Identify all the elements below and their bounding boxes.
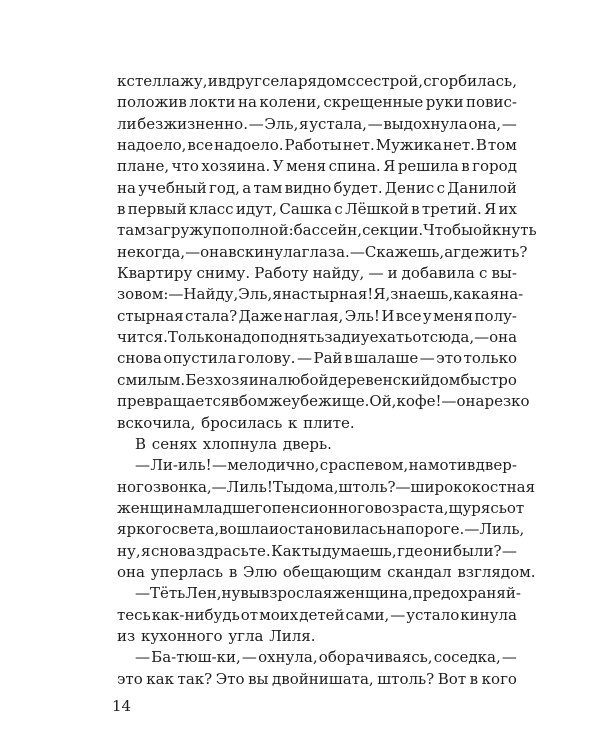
text-line — [117, 71, 517, 92]
word: это — [436, 349, 463, 368]
word: возраста, — [373, 498, 449, 517]
word: чится. — [117, 328, 168, 347]
word: класс — [188, 200, 234, 219]
word: сами, — [345, 605, 390, 624]
text-line — [117, 263, 517, 284]
word: Работы — [284, 136, 342, 155]
word: дома, — [294, 477, 339, 496]
text-line: вскочила, бросилась к плите. — [117, 413, 355, 432]
word: на — [408, 456, 428, 475]
word: в — [469, 669, 479, 688]
word: — — [464, 520, 480, 539]
word: ну — [221, 584, 241, 603]
word: Сашка — [279, 200, 333, 219]
word: Лёшкой — [345, 200, 409, 219]
word: Лен, — [185, 584, 222, 603]
word: Рай — [313, 349, 343, 368]
word: вскинула — [228, 242, 302, 261]
word: штоль? — [377, 669, 435, 688]
word: — — [474, 328, 490, 347]
word: меня — [433, 306, 474, 325]
word: — — [390, 605, 406, 624]
word: только — [463, 349, 517, 368]
word: колени, — [259, 93, 321, 112]
word: что — [171, 157, 199, 176]
word: — — [367, 114, 383, 133]
word: в — [461, 157, 470, 176]
word: — — [296, 349, 312, 368]
text-line — [117, 178, 517, 199]
word: как — [146, 669, 174, 688]
word: это — [117, 669, 143, 688]
word: — — [368, 264, 384, 283]
word: учебный — [138, 178, 207, 197]
word: идут, — [235, 200, 278, 219]
word: стеллажу, — [126, 72, 208, 90]
word: — — [135, 648, 150, 667]
word: повис- — [466, 93, 517, 112]
word: стала? — [185, 306, 238, 325]
word: кого — [481, 669, 517, 688]
word: от — [240, 605, 259, 624]
word: были? — [452, 541, 502, 560]
word: — — [441, 392, 457, 411]
word: — — [185, 242, 201, 261]
word: села — [262, 72, 298, 90]
word: с — [478, 264, 488, 283]
word: на — [117, 178, 136, 197]
word: Денис — [384, 178, 435, 197]
word: уехать — [360, 328, 413, 347]
word: превращается — [117, 392, 231, 411]
word: Ты — [272, 477, 295, 496]
word: Без — [185, 370, 214, 389]
word: все — [187, 136, 214, 155]
text-line — [117, 498, 525, 519]
text-line — [117, 156, 517, 177]
word: там — [253, 178, 283, 197]
word: по — [211, 221, 231, 240]
word: она — [200, 242, 229, 261]
word: Ой, — [369, 392, 397, 411]
text-line — [117, 306, 517, 327]
text-line: она уперлась в Элю обещающим скандал взглядом. — [117, 562, 536, 581]
word: — — [501, 541, 517, 560]
text-line — [117, 327, 517, 348]
word: шалаше — [354, 349, 419, 368]
word: двер- — [475, 456, 517, 475]
word: с — [334, 200, 343, 219]
word: И — [381, 306, 395, 325]
word: Чтобы — [423, 221, 474, 240]
word: в — [411, 200, 420, 219]
word: Лиль! — [226, 477, 273, 496]
word: вдруг — [217, 72, 262, 90]
word: думаешь, — [322, 541, 397, 560]
word: секции. — [362, 221, 424, 240]
word: стырная — [117, 306, 184, 325]
word: меня — [286, 157, 327, 176]
word: где — [453, 242, 480, 261]
text-line — [117, 199, 517, 220]
word: первый — [127, 200, 187, 219]
word: света, — [171, 520, 220, 539]
word: Данилой — [447, 178, 517, 197]
word: а — [444, 242, 454, 261]
word: полной: — [231, 221, 294, 240]
text-line — [117, 284, 524, 305]
word: полу- — [474, 306, 517, 325]
word: — — [135, 456, 150, 475]
word: яркого — [117, 520, 172, 539]
word: ойкнуть — [473, 221, 537, 240]
word: Это — [215, 669, 245, 688]
word: быстро — [460, 370, 517, 389]
text-line — [117, 391, 530, 412]
word: в — [230, 392, 239, 411]
word: остановилась — [279, 520, 387, 539]
word: вошла — [219, 520, 270, 539]
word: и — [269, 520, 280, 539]
word: мотив — [427, 456, 476, 475]
word: как-нибудь — [151, 605, 240, 624]
word: видно — [284, 178, 332, 197]
word: хозяина. — [201, 157, 271, 176]
word: кинула — [460, 605, 517, 624]
word: Ли-иль! — [150, 456, 212, 475]
word: устало — [406, 605, 460, 624]
word: Только — [167, 328, 223, 347]
word: Эль! — [344, 306, 380, 325]
word: Мужика — [375, 136, 443, 155]
word: здрасьте. — [196, 541, 271, 560]
word: — — [241, 648, 257, 667]
word: оборачиваясь, — [318, 648, 433, 667]
word: загружу — [145, 221, 212, 240]
word: охнула, — [258, 648, 318, 667]
word: штоль? — [338, 477, 396, 496]
word: скрещенные — [323, 93, 424, 112]
word: вы — [240, 584, 261, 603]
word: бомжеубежище. — [238, 392, 370, 411]
word: младшего — [192, 498, 272, 517]
word: безжизненно. — [137, 114, 248, 133]
word: — — [168, 285, 184, 304]
word: В — [475, 136, 487, 155]
word: на- — [499, 285, 524, 304]
word: надо — [223, 328, 261, 347]
word: детей — [299, 605, 345, 624]
word: тесь — [117, 605, 151, 624]
word: к — [117, 72, 127, 90]
word: хозяина — [213, 370, 278, 389]
word: вы- — [491, 264, 517, 283]
word: на — [237, 93, 257, 112]
word: будет. — [333, 178, 383, 197]
text-line: из кухонного угла Лиля. — [117, 626, 316, 645]
text-line — [117, 135, 517, 156]
word: двойнишата, — [272, 669, 374, 688]
text-line — [117, 477, 536, 498]
text-line — [117, 348, 517, 369]
word: Лиль, — [479, 520, 525, 539]
word: локти — [189, 93, 236, 112]
word: Я — [484, 200, 497, 219]
word: Эль, — [264, 114, 299, 133]
word: — — [248, 114, 264, 133]
word: сгорбилась, — [423, 72, 517, 90]
word: мелодично, — [227, 456, 320, 475]
word: том — [487, 136, 517, 155]
word: ли — [117, 114, 137, 133]
word: вы — [248, 669, 269, 688]
word: Эль, — [238, 285, 273, 304]
word: Тёть — [150, 584, 186, 603]
text-line — [117, 605, 517, 626]
text-line — [117, 647, 517, 668]
word: знаешь, — [390, 285, 454, 304]
word: предохраняй- — [412, 584, 521, 603]
word: руки — [425, 93, 464, 112]
word: город — [472, 157, 517, 176]
word: взрослая — [260, 584, 333, 603]
word: она — [489, 328, 518, 347]
word: зад — [324, 328, 351, 347]
word: милым. — [125, 370, 186, 389]
word: Ба-тюш-ки, — [151, 648, 241, 667]
word: некогда, — [117, 242, 186, 261]
word: глаза. — [301, 242, 350, 261]
word: ширококостная — [410, 477, 536, 496]
word: от — [506, 498, 525, 517]
word: снова — [150, 541, 196, 560]
word: она, — [468, 114, 502, 133]
word: ну, — [117, 541, 141, 560]
word: третий. — [421, 200, 482, 219]
page-number: 14 — [112, 697, 132, 715]
word: я — [272, 285, 282, 304]
word: — — [501, 114, 517, 133]
word: там — [117, 221, 146, 240]
word: спина. — [328, 157, 381, 176]
text-line — [117, 242, 528, 263]
word: с — [319, 456, 329, 475]
word: она — [456, 392, 485, 411]
word: и — [207, 72, 218, 90]
word: Скажешь, — [364, 242, 445, 261]
text-line — [117, 455, 517, 476]
word: Даже — [238, 306, 283, 325]
word: Квартиру — [117, 264, 193, 283]
word: на — [386, 520, 406, 539]
word: их — [498, 200, 517, 219]
text-line: В сенях хлопнула дверь. — [135, 434, 332, 453]
word: Как — [271, 541, 302, 560]
word: наглая, — [283, 306, 344, 325]
word: любой — [277, 370, 329, 389]
word: в — [117, 200, 126, 219]
word: и — [350, 328, 361, 347]
word: у — [422, 306, 432, 325]
word: — — [349, 242, 365, 261]
word: добавила — [401, 264, 475, 283]
word: ного — [117, 477, 153, 496]
text-line — [117, 583, 521, 604]
word: выдохнула — [383, 114, 468, 133]
word: все — [395, 306, 422, 325]
word: надоело. — [214, 136, 284, 155]
word: я — [299, 114, 309, 133]
word: они — [423, 541, 453, 560]
word: решила — [397, 157, 459, 176]
word: снова — [117, 349, 162, 368]
word: — — [212, 456, 227, 475]
word: дом — [430, 370, 461, 389]
word: с — [347, 72, 356, 90]
word: с — [436, 178, 445, 197]
word: соседка, — [433, 648, 501, 667]
text-line — [117, 519, 525, 540]
text-line — [117, 370, 517, 391]
word: так? — [177, 669, 213, 688]
word: жить? — [479, 242, 528, 261]
word: женщина — [117, 498, 193, 517]
word: Я, — [373, 285, 391, 304]
word: настырная! — [281, 285, 374, 304]
word: нет. — [342, 136, 375, 155]
word: резко — [484, 392, 530, 411]
word: сниму. — [196, 264, 251, 283]
word: и — [387, 264, 398, 283]
word: найду, — [312, 264, 365, 283]
text-line — [117, 220, 537, 241]
word: Вот — [437, 669, 467, 688]
word: Работу — [254, 264, 309, 283]
word: поднять — [260, 328, 325, 347]
text-line — [117, 92, 517, 113]
word: в — [344, 349, 353, 368]
word: бассейн, — [293, 221, 363, 240]
word: положив — [117, 93, 187, 112]
word: щурясь — [448, 498, 507, 517]
word: голову. — [237, 349, 296, 368]
word: отсюда, — [412, 328, 475, 347]
word: — — [419, 349, 435, 368]
word: кофе! — [396, 392, 442, 411]
word: пенсионного — [271, 498, 374, 517]
word: надоело, — [117, 136, 187, 155]
word: — — [395, 477, 411, 496]
word: Я — [383, 157, 396, 176]
word: женщина, — [332, 584, 413, 603]
word: моих — [259, 605, 299, 624]
word: распевом, — [328, 456, 409, 475]
word: — — [135, 584, 150, 603]
word: У — [272, 157, 284, 176]
word: с — [117, 370, 126, 389]
word: деревенский — [328, 370, 431, 389]
word: рядом — [297, 72, 347, 90]
word: зовом: — [117, 285, 169, 304]
word: звонка, — [152, 477, 212, 496]
word: год, — [209, 178, 240, 197]
word: опустила — [163, 349, 237, 368]
word: — — [211, 477, 227, 496]
word: плане, — [117, 157, 170, 176]
word: сестрой, — [355, 72, 424, 90]
word: пороге. — [405, 520, 465, 539]
text-line — [117, 114, 517, 135]
text-line — [117, 669, 517, 690]
word: нет. — [443, 136, 475, 155]
word: где — [397, 541, 424, 560]
word: я — [141, 541, 151, 560]
body-text — [117, 71, 537, 690]
text-line — [117, 541, 517, 562]
word: а — [242, 178, 252, 197]
word: Найду, — [183, 285, 239, 304]
word: какая — [453, 285, 500, 304]
word: — — [501, 648, 517, 667]
word: устала, — [309, 114, 367, 133]
word: ты — [301, 541, 322, 560]
